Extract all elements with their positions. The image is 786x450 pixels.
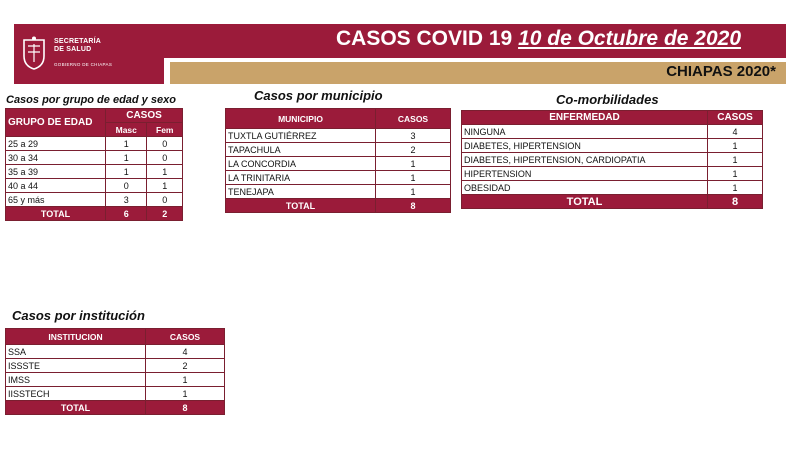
table-row <box>462 167 763 181</box>
col-municipio: MUNICIPIO <box>226 109 376 129</box>
row-label: LA TRINITARIA <box>226 171 376 185</box>
row-value-fem: 1 <box>147 165 183 179</box>
table-row <box>6 179 183 193</box>
row-label: SSA <box>6 345 146 359</box>
row-value-casos: 1 <box>376 171 451 185</box>
row-value-casos: 1 <box>708 153 763 167</box>
row-label: DIABETES, HIPERTENSION, CARDIOPATIA <box>462 153 708 167</box>
institucion-title: Casos por institución <box>12 308 145 323</box>
row-label: 25 a 29 <box>6 137 106 151</box>
table-row <box>226 185 451 199</box>
row-label: 40 a 44 <box>6 179 106 193</box>
table-row <box>6 387 225 401</box>
total-label: TOTAL <box>462 195 708 209</box>
region-title: CHIAPAS 2020* <box>666 63 776 80</box>
table-row <box>462 181 763 195</box>
row-label: IISSTECH <box>6 387 146 401</box>
total-label: TOTAL <box>6 207 106 221</box>
shield-emblem-icon <box>22 36 46 70</box>
row-label: NINGUNA <box>462 125 708 139</box>
row-value-casos: 2 <box>146 359 225 373</box>
col-masc: Masc <box>106 123 147 137</box>
col-institucion: INSTITUCION <box>6 329 146 345</box>
row-value-casos: 1 <box>376 157 451 171</box>
institucion-table <box>5 328 225 415</box>
row-value-masc: 0 <box>106 179 147 193</box>
row-value-masc: 3 <box>106 193 147 207</box>
col-grupo-edad: GRUPO DE EDAD <box>6 109 106 137</box>
row-label: HIPERTENSION <box>462 167 708 181</box>
row-label: 65 y más <box>6 193 106 207</box>
row-value-casos: 2 <box>376 143 451 157</box>
row-label: 30 a 34 <box>6 151 106 165</box>
total-row <box>6 401 225 415</box>
total-label: TOTAL <box>6 401 146 415</box>
row-label: LA CONCORDIA <box>226 157 376 171</box>
row-value-fem: 0 <box>147 151 183 165</box>
table-row <box>6 151 183 165</box>
col-casos: CASOS <box>146 329 225 345</box>
row-label: DIABETES, HIPERTENSION <box>462 139 708 153</box>
header-banner <box>0 0 786 86</box>
logo-line1: SECRETARÍA <box>54 38 101 45</box>
logo-line2: DE SALUD <box>54 46 92 53</box>
title-prefix: CASOS COVID 19 <box>336 27 513 50</box>
row-label: TAPACHULA <box>226 143 376 157</box>
row-value-fem: 0 <box>147 193 183 207</box>
comorbilidades-title: Co-morbilidades <box>556 92 659 107</box>
row-value-masc: 1 <box>106 151 147 165</box>
row-value-casos: 4 <box>146 345 225 359</box>
row-value-casos: 1 <box>376 185 451 199</box>
edad-sexo-title: Casos por grupo de edad y sexo <box>6 94 176 106</box>
row-label: TENEJAPA <box>226 185 376 199</box>
row-label: 35 a 39 <box>6 165 106 179</box>
total-row <box>226 199 451 213</box>
col-casos: CASOS <box>708 111 763 125</box>
row-value-casos: 1 <box>146 373 225 387</box>
total-value: 8 <box>376 199 451 213</box>
table-row <box>462 125 763 139</box>
title-date: 10 de Octubre de 2020 <box>518 27 742 50</box>
table-row <box>6 193 183 207</box>
table-row <box>6 359 225 373</box>
row-value-casos: 4 <box>708 125 763 139</box>
table-row <box>6 345 225 359</box>
edad-sexo-table <box>5 108 183 221</box>
row-label: TUXTLA GUTIÉRREZ <box>226 129 376 143</box>
total-value: 8 <box>708 195 763 209</box>
row-value-masc: 1 <box>106 137 147 151</box>
row-value-casos: 1 <box>708 181 763 195</box>
municipio-title: Casos por municipio <box>254 88 383 103</box>
row-value-casos: 3 <box>376 129 451 143</box>
total-row <box>462 195 763 209</box>
logo-subtitle: GOBIERNO DE CHIAPAS <box>54 62 113 67</box>
table-row <box>226 143 451 157</box>
row-label: ISSSTE <box>6 359 146 373</box>
table-row <box>6 137 183 151</box>
table-row <box>226 157 451 171</box>
row-value-masc: 1 <box>106 165 147 179</box>
table-row <box>462 139 763 153</box>
logo-text <box>54 38 101 54</box>
table-row <box>226 129 451 143</box>
total-label: TOTAL <box>226 199 376 213</box>
row-label: OBESIDAD <box>462 181 708 195</box>
table-row <box>6 373 225 387</box>
row-label: IMSS <box>6 373 146 387</box>
table-row <box>226 171 451 185</box>
col-casos: CASOS <box>376 109 451 129</box>
total-row <box>6 207 183 221</box>
col-fem: Fem <box>147 123 183 137</box>
row-value-casos: 1 <box>708 139 763 153</box>
table-row <box>462 153 763 167</box>
row-value-fem: 1 <box>147 179 183 193</box>
col-casos: CASOS <box>106 109 183 123</box>
comorbilidades-table <box>461 110 763 209</box>
row-value-casos: 1 <box>708 167 763 181</box>
table-row <box>6 165 183 179</box>
page-title <box>336 27 741 51</box>
col-enfermedad: ENFERMEDAD <box>462 111 708 125</box>
total-fem: 2 <box>147 207 183 221</box>
row-value-fem: 0 <box>147 137 183 151</box>
total-value: 8 <box>146 401 225 415</box>
row-value-casos: 1 <box>146 387 225 401</box>
municipio-table <box>225 108 451 213</box>
total-masc: 6 <box>106 207 147 221</box>
